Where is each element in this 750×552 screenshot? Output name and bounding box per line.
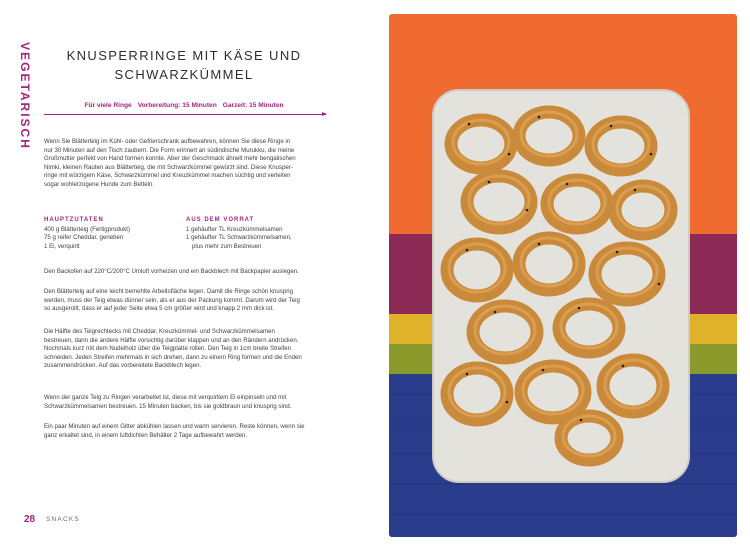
- intro-line: Nimki, kleinen Rauten aus Blätterteig, die mit Schwarzkümmel gewürzt sind. Diese Knusper-: [44, 163, 293, 171]
- step-line: ganz erkaltet sind, in einem luftdichten Behälter 2 Tage aufbewahrt werden.: [44, 431, 248, 439]
- intro-line: nur 30 Minuten auf den Tisch zaubern. Die Form erinnert an südindische Murukku, die meine: [44, 146, 295, 154]
- photo-illustration: [389, 14, 737, 537]
- step-2: [44, 288, 324, 314]
- servings: Für viele Ringe: [84, 102, 132, 109]
- intro-paragraph: [44, 138, 324, 190]
- step-5: [44, 423, 324, 440]
- ingredient-item: 1 Ei, verquirlt: [44, 242, 80, 250]
- ingredients-main-heading: HAUPTZUTATEN: [44, 217, 104, 223]
- ingredient-item: 75 g reifer Cheddar, gerieben: [44, 234, 124, 242]
- ingredient-item: 1 gehäufter TL Kreuzkümmelsamen: [186, 225, 283, 233]
- recipe-photo: [389, 14, 737, 537]
- page-section: SNACKS: [46, 516, 80, 523]
- recipe-meta: [44, 102, 324, 109]
- step-line: zusammendrücken. Auf das vorbereitete Backblech legen.: [44, 362, 202, 370]
- ingredients-main: [44, 216, 184, 251]
- step-line: Die Hälfte des Teigrechtecks mit Cheddar, Kreuzkümmel- und Schwarzkümmelsamen: [44, 328, 275, 335]
- prep-time: Vorbereitung: 15 Minuten: [137, 102, 217, 109]
- step-3: [44, 328, 324, 371]
- intro-line: ringe mit würzigem Käse, Schwarzkümmel und Kreuzkümmel machen süchtig und verleiten: [44, 172, 291, 180]
- step-1: [44, 268, 324, 277]
- step-line: Wenn der ganze Teig zu Ringen verarbeitet ist, diese mit verquirltem Ei einpinseln und mit: [44, 394, 287, 401]
- step-line: so ausgerollt, dass er auf jeder Seite etwa 5 cm größer wird und knapp 2 mm dick ist.: [44, 305, 274, 313]
- ingredients-pantry: [186, 216, 326, 251]
- step-line: werden, muss der Teig etwas dünner sein, als er aus der Packung kommt. Darum wird der Teig: [44, 296, 300, 304]
- step-line: Den Blätterteig auf eine leicht bemehlte Arbeitsfläche legen. Damit die Ringe schön knusprig: [44, 288, 293, 295]
- page-number: 28: [24, 514, 36, 525]
- step-line: Den Backofen auf 220°C/200°C Umluft vorheizen und ein Backblech mit Backpapier auslegen.: [44, 268, 299, 275]
- cook-time: Garzeit: 15 Minuten: [222, 102, 284, 109]
- step-line: bestreuen, dann die andere Hälfte vorsichtig darüber klappen und an den Rändern andrücken.: [44, 336, 299, 344]
- meta-arrow-rule: [44, 114, 326, 115]
- recipe-title: [44, 46, 324, 84]
- category-text: VEGETARISCH: [18, 42, 33, 150]
- ingredients-pantry-heading: AUS DEM VORRAT: [186, 217, 255, 223]
- step-4: [44, 394, 324, 411]
- step-line: Ein paar Minuten auf einem Gitter abkühlen lassen und warm servieren. Reste können, wenn sie: [44, 423, 305, 430]
- title-line-1: KNUSPERRINGE MIT KÄSE UND: [66, 48, 302, 63]
- step-line: schneiden. Jeden Streifen mehrmals in sich drehen, dann zu einem Ring formen und die Enden: [44, 353, 302, 361]
- ingredient-item: 1 gehäufter TL Schwarzkümmelsamen,: [186, 234, 292, 242]
- category-side-label: [14, 42, 36, 150]
- step-line: Nochmals kurz mit dem Nudelholz über die Teigplatte rollen. Den Teig in 1cm breite Streifen: [44, 345, 292, 353]
- title-line-2: SCHWARZKÜMMEL: [114, 67, 254, 82]
- ingredient-item: plus mehr zum Bestreuen: [192, 242, 262, 250]
- intro-line: Großmutter perfekt von Hand formen konnte. Aber der Geschmack ähnelt mehr bengalischen: [44, 155, 296, 163]
- step-line: Schwarzkümmelsamen bestreuen. 15 Minuten backen, bis sie goldbraun und knusprig sind.: [44, 402, 292, 410]
- intro-line: Wenn Sie Blätterteig im Kühl- oder Gefrierschrank aufbewahren, können Sie diese Ringe in: [44, 138, 291, 145]
- intro-line: sogar wohlerzogene Hunde zum Betteln.: [44, 180, 155, 188]
- ingredient-item: 400 g Blätterteig (Fertigprodukt): [44, 225, 131, 233]
